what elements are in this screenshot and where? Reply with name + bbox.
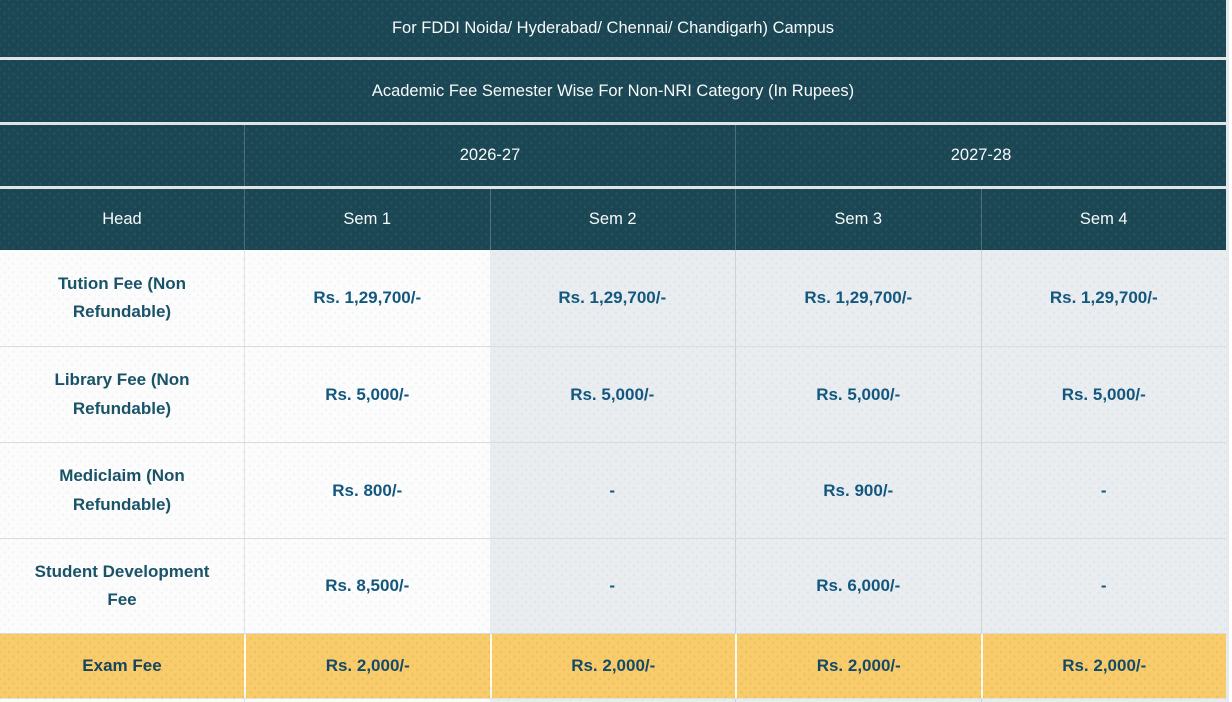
fee-value-sem1: Rs. 800/-: [244, 443, 490, 538]
column-header-row: [0, 189, 1226, 250]
campus-title-row: [0, 0, 1226, 60]
fee-value-sem4: -: [981, 443, 1227, 538]
fee-value-sem2: -: [490, 539, 736, 633]
year-group-2026-27: 2026-27: [244, 125, 735, 186]
fee-value-sem4: Rs. 1,29,700/-: [981, 250, 1227, 346]
row-label: Tution Fee (Non Refundable): [0, 250, 244, 346]
column-header-head: Head: [102, 210, 142, 229]
table-row-tution-fee: [0, 250, 1226, 346]
table-row-student-development-fee: [0, 538, 1226, 633]
table-row-library-fee: [0, 346, 1226, 442]
campus-title: For FDDI Noida/ Hyderabad/ Chennai/ Chandigarh) Campus: [391, 19, 835, 38]
row-label: Library Fee (Non Refundable): [0, 347, 244, 442]
fee-value-sem3: Rs. 900/-: [735, 443, 981, 538]
year-row-empty-cell: [0, 125, 244, 186]
row-label: Exam Fee: [0, 634, 244, 698]
column-header-sem3: Sem 3: [735, 189, 981, 250]
fee-value-sem3: Rs. 5,000/-: [735, 347, 981, 442]
fee-value-sem3: Rs. 6,000/-: [735, 539, 981, 633]
row-label: Student Development Fee: [0, 539, 244, 633]
fee-value-sem1: Rs. 8,500/-: [244, 539, 490, 633]
fee-value-sem3: Rs. 1,29,700/-: [735, 250, 981, 346]
table-title-row: [0, 60, 1226, 125]
table-row-exam-fee-highlighted: [0, 633, 1226, 698]
fee-value-sem2: -: [490, 443, 736, 538]
fee-value-sem1: Rs. 5,000/-: [244, 347, 490, 442]
fee-value-sem1: Rs. 2,000/-: [244, 634, 490, 698]
table-title: Academic Fee Semester Wise For Non-NRI Category (In Rupees): [371, 81, 855, 100]
row-label: Mediclaim (Non Refundable): [0, 443, 244, 538]
table-row-mediclaim: [0, 442, 1226, 538]
fee-value-sem4: -: [981, 539, 1227, 633]
fee-value-sem1: Rs. 1,29,700/-: [244, 250, 490, 346]
column-header-sem1: Sem 1: [244, 189, 490, 250]
column-header-sem2: Sem 2: [490, 189, 736, 250]
year-group-row: [0, 125, 1226, 189]
column-header-sem4: Sem 4: [981, 189, 1227, 250]
year-group-2027-28: 2027-28: [735, 125, 1226, 186]
fee-value-sem3: Rs. 2,000/-: [735, 634, 981, 698]
next-row-sliver: [0, 698, 1226, 702]
fee-value-sem4: Rs. 2,000/-: [981, 634, 1227, 698]
fee-value-sem2: Rs. 1,29,700/-: [490, 250, 736, 346]
fee-value-sem2: Rs. 2,000/-: [490, 634, 736, 698]
fee-value-sem2: Rs. 5,000/-: [490, 347, 736, 442]
fee-value-sem4: Rs. 5,000/-: [981, 347, 1227, 442]
